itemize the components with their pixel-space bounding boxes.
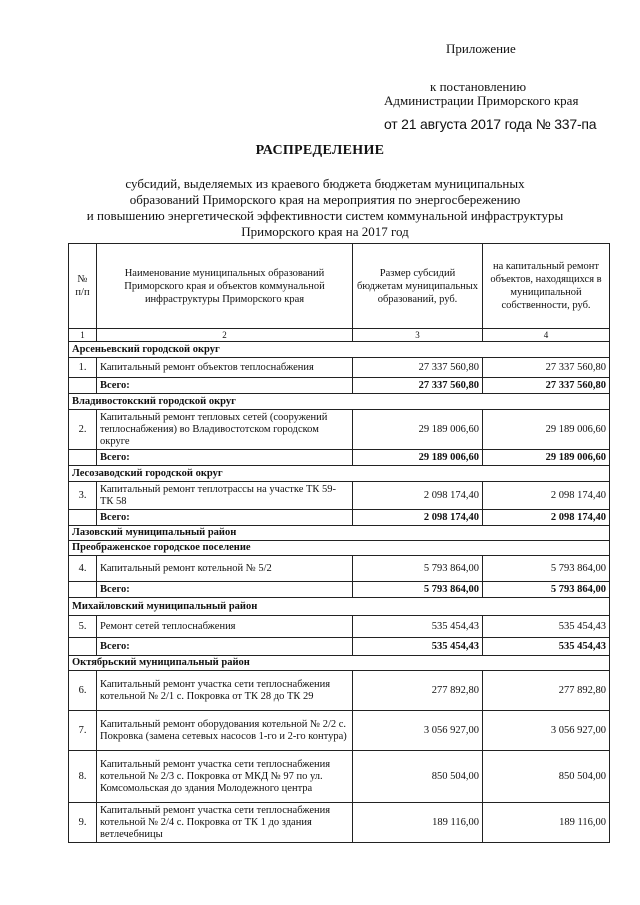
row-subsidy: 189 116,00 [353, 803, 483, 843]
column-number: 4 [483, 329, 610, 342]
row-subsidy: 277 892,80 [353, 671, 483, 711]
section-row [69, 466, 610, 482]
section-row [69, 342, 610, 358]
row-name: Капитальный ремонт участка сети теплоснабжения котельной № 2/1 с. Покровка от ТК 28 до ТК 29 [97, 671, 353, 711]
table-row [69, 556, 610, 582]
row-subsidy: 535 454,43 [353, 616, 483, 638]
row-repair: 535 454,43 [483, 616, 610, 638]
total-repair: 535 454,43 [483, 638, 610, 656]
subtitle-line: Приморского края на 2017 год [241, 224, 409, 239]
row-repair: 5 793 864,00 [483, 556, 610, 582]
table-row [69, 803, 610, 843]
header-num: № п/п [69, 244, 97, 329]
row-name: Капитальный ремонт оборудования котельной № 2/2 с. Покровка (замена сетевых насосов 1-го и 2-го контура) [97, 711, 353, 751]
section-row [69, 598, 610, 616]
row-name: Капитальный ремонт объектов теплоснабжения [97, 358, 353, 378]
total-label: Всего: [97, 582, 353, 598]
table-row [69, 482, 610, 510]
section-row [69, 541, 610, 556]
total-repair: 27 337 560,80 [483, 378, 610, 394]
table-header-row [69, 244, 610, 329]
row-name: Капитальный ремонт теплотрассы на участке ТК 59-ТК 58 [97, 482, 353, 510]
table-row [69, 671, 610, 711]
total-row [69, 378, 610, 394]
row-num: 6. [69, 671, 97, 711]
total-repair: 29 189 006,60 [483, 450, 610, 466]
row-subsidy: 27 337 560,80 [353, 358, 483, 378]
row-subsidy: 5 793 864,00 [353, 556, 483, 582]
section-name: Лесозаводский городской округ [69, 466, 610, 482]
column-number: 1 [69, 329, 97, 342]
total-subsidy: 29 189 006,60 [353, 450, 483, 466]
header-subsidy: Размер субсидий бюджетам муниципальных образований, руб. [353, 244, 483, 329]
row-repair: 277 892,80 [483, 671, 610, 711]
total-subsidy: 5 793 864,00 [353, 582, 483, 598]
row-num: 8. [69, 751, 97, 803]
total-row [69, 510, 610, 526]
row-num: 3. [69, 482, 97, 510]
total-label: Всего: [97, 378, 353, 394]
total-label: Всего: [97, 638, 353, 656]
column-number-row [69, 329, 610, 342]
row-name: Капитальный ремонт участка сети теплоснабжения котельной № 2/4 с. Покровка от ТК 1 до здания ветлечебницы [97, 803, 353, 843]
section-name: Преображенское городское поселение [69, 541, 610, 556]
section-name: Владивостокский городской округ [69, 394, 610, 410]
total-label: Всего: [97, 510, 353, 526]
row-repair: 189 116,00 [483, 803, 610, 843]
row-name: Капитальный ремонт участка сети теплоснабжения котельной № 2/3 с. Покровка от МКД № 97 по ул. Комсомольская до здания Молодежного центра [97, 751, 353, 803]
total-label: Всего: [97, 450, 353, 466]
row-subsidy: 3 056 927,00 [353, 711, 483, 751]
section-name: Михайловский муниципальный район [69, 598, 610, 616]
row-num: 1. [69, 358, 97, 378]
row-num: 2. [69, 410, 97, 450]
total-row [69, 638, 610, 656]
table-row [69, 358, 610, 378]
appendix-label: Приложение [446, 41, 516, 56]
resolution-date-number: от 21 августа 2017 года № 337-па [384, 116, 597, 132]
column-number: 3 [353, 329, 483, 342]
table-row [69, 616, 610, 638]
table-row [69, 410, 610, 450]
subsidy-distribution-table [68, 243, 610, 843]
row-num: 7. [69, 711, 97, 751]
total-subsidy: 535 454,43 [353, 638, 483, 656]
section-name: Лазовский муниципальный район [69, 526, 610, 541]
row-name: Капитальный ремонт котельной № 5/2 [97, 556, 353, 582]
section-name: Арсеньевский городской округ [69, 342, 610, 358]
row-num: 4. [69, 556, 97, 582]
row-repair: 3 056 927,00 [483, 711, 610, 751]
row-subsidy: 850 504,00 [353, 751, 483, 803]
table-row [69, 711, 610, 751]
total-subsidy: 27 337 560,80 [353, 378, 483, 394]
section-row [69, 656, 610, 671]
total-row [69, 582, 610, 598]
subtitle-line: и повышению энергетической эффективности систем коммунальной инфраструктуры [86, 208, 564, 223]
document-title: РАСПРЕДЕЛЕНИЕ [255, 143, 385, 158]
total-repair: 5 793 864,00 [483, 582, 610, 598]
header-name: Наименование муниципальных образований Приморского края и объектов коммунальной инфраструктуры Приморского края [97, 244, 353, 329]
row-repair: 2 098 174,40 [483, 482, 610, 510]
column-number: 2 [97, 329, 353, 342]
section-row [69, 526, 610, 541]
subtitle-line: образований Приморского края на мероприятия по энергосбережению [129, 192, 521, 207]
subtitle-line: субсидий, выделяемых из краевого бюджета бюджетам муниципальных [125, 176, 525, 191]
document-subtitle [70, 176, 580, 240]
issuing-authority: Администрации Приморского края [384, 93, 579, 108]
total-repair: 2 098 174,40 [483, 510, 610, 526]
row-name: Ремонт сетей теплоснабжения [97, 616, 353, 638]
row-name: Капитальный ремонт тепловых сетей (сооружений теплоснабжения) во Владивостотском городском округе [97, 410, 353, 450]
row-repair: 850 504,00 [483, 751, 610, 803]
header-repair: на капитальный ремонт объектов, находящихся в муниципальной собственности, руб. [483, 244, 610, 329]
section-row [69, 394, 610, 410]
row-repair: 29 189 006,60 [483, 410, 610, 450]
table-row [69, 751, 610, 803]
row-num: 5. [69, 616, 97, 638]
row-repair: 27 337 560,80 [483, 358, 610, 378]
resolution-reference: к постановлению [430, 79, 527, 94]
row-num: 9. [69, 803, 97, 843]
row-subsidy: 2 098 174,40 [353, 482, 483, 510]
total-row [69, 450, 610, 466]
total-subsidy: 2 098 174,40 [353, 510, 483, 526]
section-name: Октябрьский муниципальный район [69, 656, 610, 671]
row-subsidy: 29 189 006,60 [353, 410, 483, 450]
